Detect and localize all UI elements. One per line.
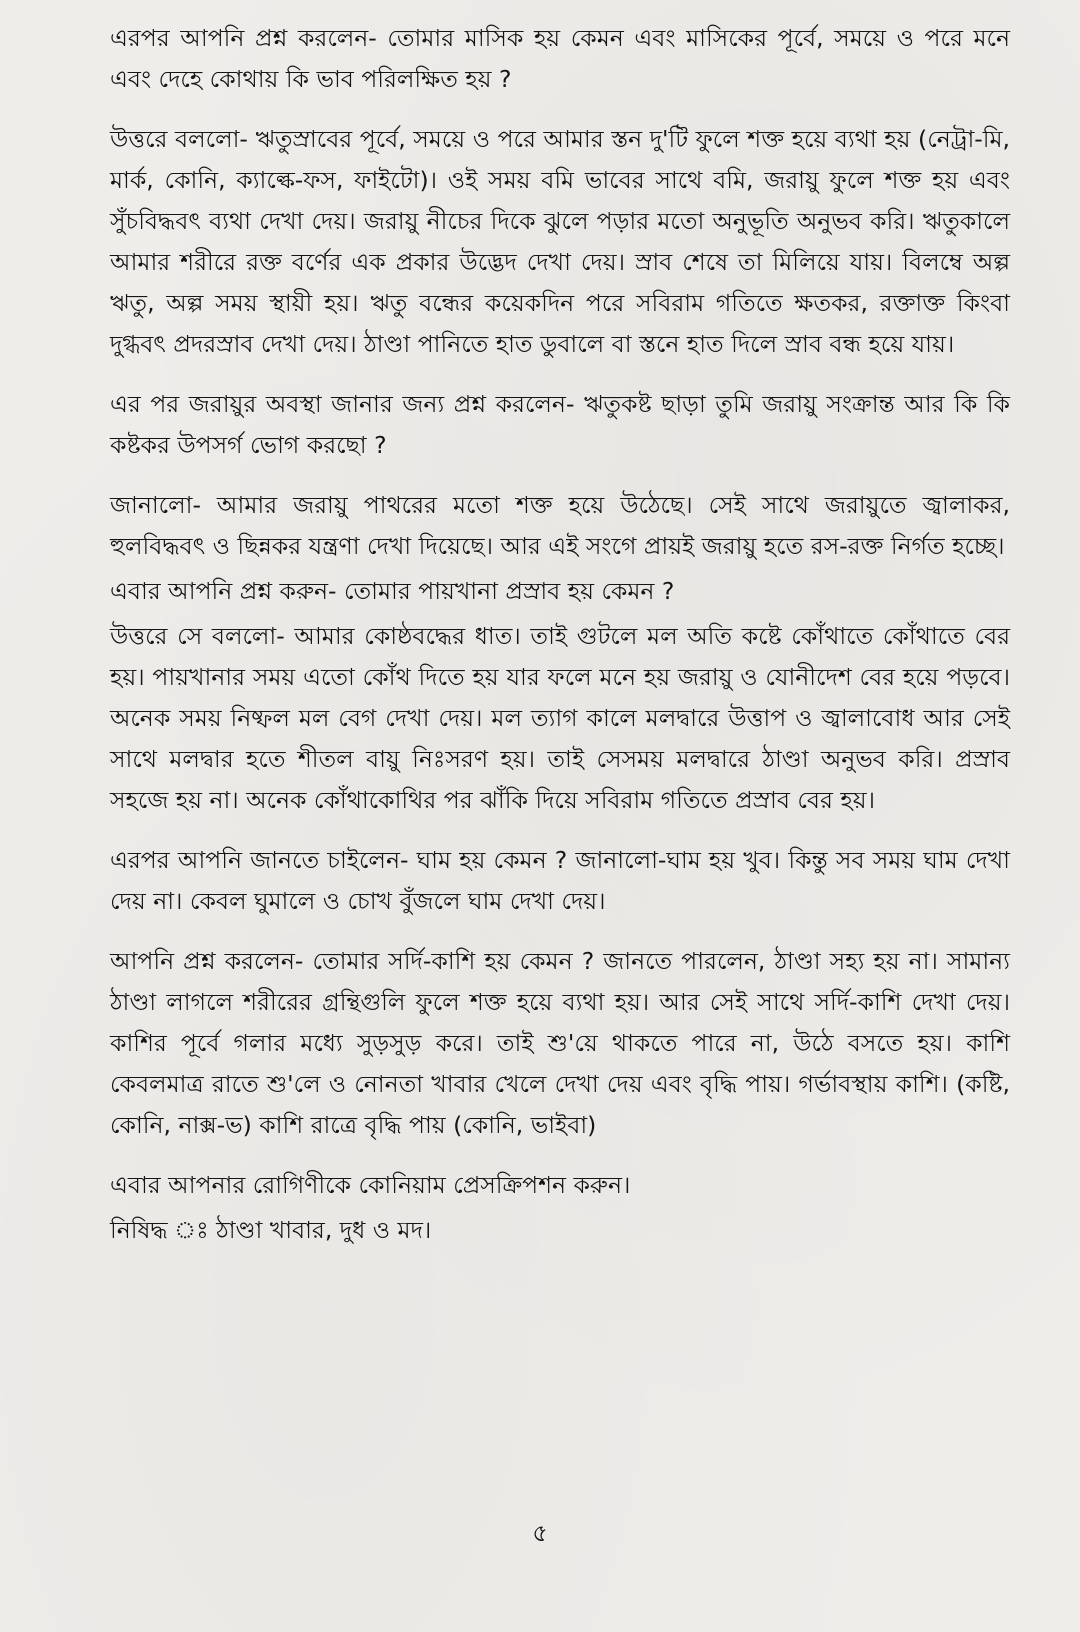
paragraph-prohibited: নিষিদ্ধ ঃ ঠাণ্ডা খাবার, দুধ ও মদ। [110,1216,432,1244]
paragraph-cold-cough: আপনি প্রশ্ন করলেন- তোমার সর্দি-কাশি হয় কেমন ? জানতে পারলেন, ঠাণ্ডা সহ্য হয় না। সামান্য ঠাণ্ডা লাগলে শরীরের গ্রন্থিগুলি ফুলে শক্ত হয়ে ব্যথা হয়। আর সেই সাথে সর্দি-কাশি দেখা দেয়। কাশির পূর্বে গলার মধ্যে সুড়সুড় করে। তাই শু'য়ে থাকতে পারে না, উঠে বসতে হয়। কাশি কেবলমাত্র রাতে শু'লে ও নোনতা খাবার খেলে দেখা দেয় এবং বৃদ্ধি পায়। গর্ভাবস্থায় কাশি। (কষ্টি, কোনি, নাক্স-ভ) কাশি রাত্রে বৃদ্ধি পায় (কোনি, ভাইবা) [110,947,1010,1139]
page-body-text [110,18,1010,1255]
paragraph-prescription: এবার আপনার রোগিণীকে কোনিয়াম প্রেসক্রিপশন করুন। [110,1171,631,1199]
page-number: ৫ [532,1519,548,1547]
paragraph-stool-urine-question: এবার আপনি প্রশ্ন করুন- তোমার পায়খানা প্রস্রাব হয় কেমন ? [110,577,675,605]
paragraph-sweat: এরপর আপনি জানতে চাইলেন- ঘাম হয় কেমন ? জানালো-ঘাম হয় খুব। কিন্তু সব সময় ঘাম দেখা দেয় না। কেবল ঘুমালে ও চোখ বুঁজলে ঘাম দেখা দেয়। [110,846,1010,915]
paragraph-menstruation-question: এরপর আপনি প্রশ্ন করলেন- তোমার মাসিক হয় কেমন এবং মাসিকের পূর্বে, সময়ে ও পরে মনে এবং দেহে কোথায় কি ভাব পরিলক্ষিত হয় ? [110,24,1010,93]
paragraph-uterus-answer: জানালো- আমার জরায়ু পাথরের মতো শক্ত হয়ে উঠেছে। সেই সাথে জরায়ুতে জ্বালাকর, হুলবিদ্ধবৎ ও ছিন্নকর যন্ত্রণা দেখা দিয়েছে। আর এই সংগে প্রায়ই জরায়ু হতে রস-রক্ত নির্গত হচ্ছে। [110,491,1010,560]
paragraph-menstruation-answer: উত্তরে বললো- ঋতুস্রাবের পূর্বে, সময়ে ও পরে আমার স্তন দু'টি ফুলে শক্ত হয়ে ব্যথা হয় (নেট্রা-মি, মার্ক, কোনি, ক্যাল্কে-ফস, ফাইটো)। ওই সময় বমি ভাবের সাথে বমি, জরায়ু ফুলে শক্ত হয় এবং সুঁচবিদ্ধবৎ ব্যথা দেখা দেয়। জরায়ু নীচের দিকে ঝুলে পড়ার মতো অনুভূতি অনুভব করি। ঋতুকালে আমার শরীরে রক্ত বর্ণের এক প্রকার উদ্ভেদ দেখা দেয়। স্রাব শেষে তা মিলিয়ে যায়। বিলম্বে অল্প ঋতু, অল্প সময় স্থায়ী হয়। ঋতু বন্ধের কয়েকদিন পরে সবিরাম গতিতে ক্ষতকর, রক্তাক্ত কিংবা দুগ্ধবৎ প্রদরস্রাব দেখা দেয়। ঠাণ্ডা পানিতে হাত ডুবালে বা স্তনে হাত দিলে স্রাব বন্ধ হয়ে যায়। [110,125,1010,358]
paragraph-stool-urine-answer: উত্তরে সে বললো- আমার কোষ্ঠবদ্ধের ধাত। তাই গুটলে মল অতি কষ্টে কোঁথাতে কোঁথাতে বের হয়। পায়খানার সময় এতো কোঁথ দিতে হয় যার ফলে মনে হয় জরায়ু ও যোনীদেশ বের হয়ে পড়বে। অনেক সময় নিষ্ফল মল বেগ দেখা দেয়। মল ত্যাগ কালে মলদ্বারে উত্তাপ ও জ্বালাবোধ আর সেই সাথে মলদ্বার হতে শীতল বায়ু নিঃসরণ হয়। তাই সেসময় মলদ্বারে ঠাণ্ডা অনুভব করি। প্রস্রাব সহজে হয় না। অনেক কোঁথাকোথির পর ঝাঁকি দিয়ে সবিরাম গতিতে প্রস্রাব বের হয়। [110,622,1010,814]
paragraph-uterus-question: এর পর জরায়ুর অবস্থা জানার জন্য প্রশ্ন করলেন- ঋতুকষ্ট ছাড়া তুমি জরায়ু সংক্রান্ত আর কি কি কষ্টকর উপসর্গ ভোগ করছো ? [110,390,1010,459]
